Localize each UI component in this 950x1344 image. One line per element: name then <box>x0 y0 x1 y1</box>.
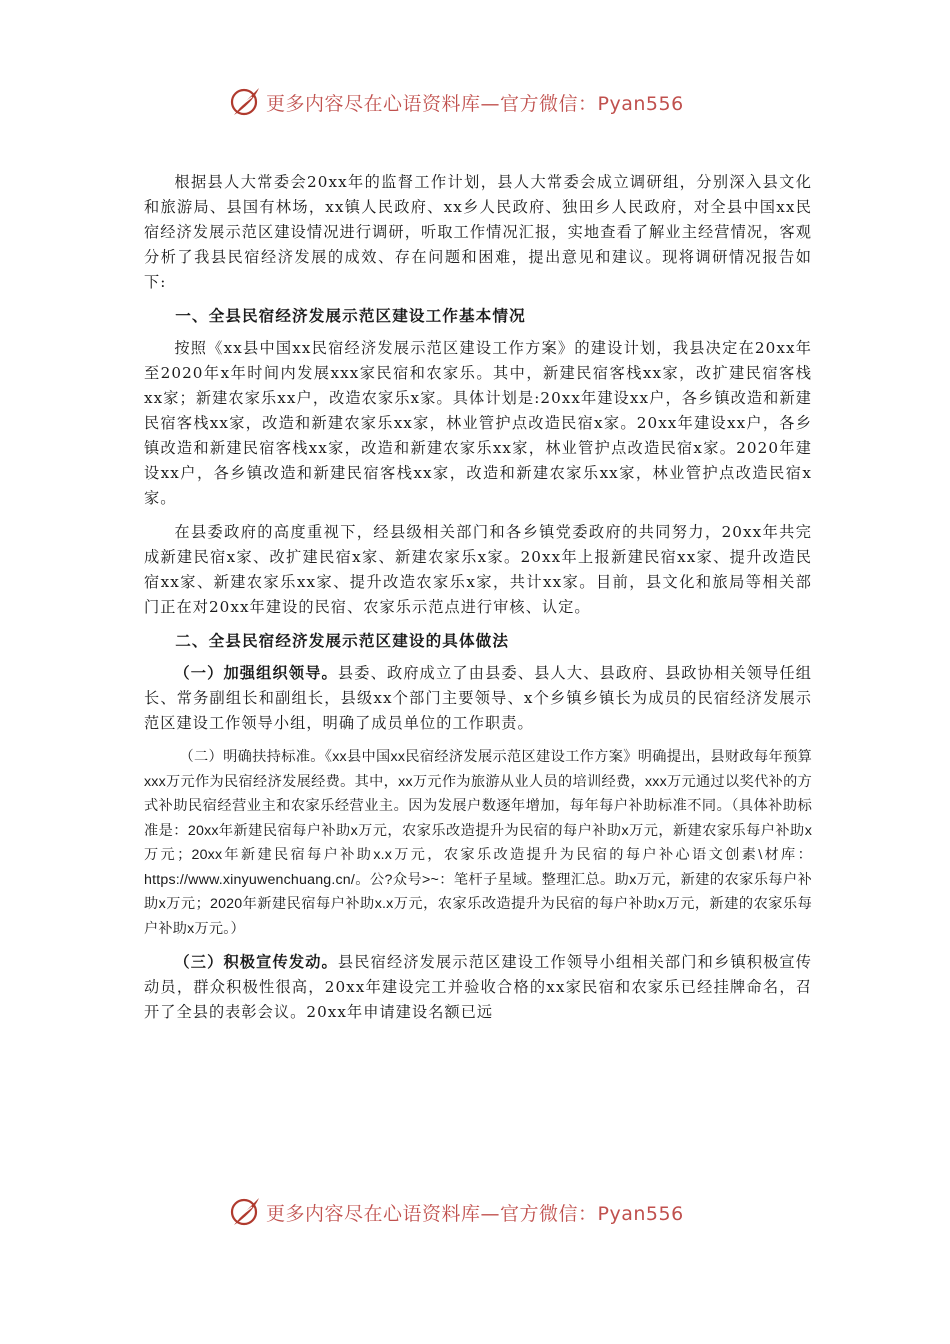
subheading-organization: （一）加强组织领导。 <box>174 664 338 682</box>
header-banner <box>228 82 728 122</box>
paragraph-plan: 按照《xx县中国xx民宿经济发展示范区建设工作方案》的建设计划，我县决定在20xx年至2020年x年时间内发展xxx家民宿和农家乐。其中，新建民宿客栈xx家，改扩建民宿客栈xx家；新建农家乐xx户，改造农家乐x家。具体计划是:20xx年建设xx户，各乡镇改造和新建民宿客栈xx家，改造和新建农家乐xx家，林业管护点改造民宿x家。20xx年建设xx户，各乡镇改造和新建民宿客栈xx家，改造和新建农家乐xx家，林业管护点改造民宿x家。2020年建设xx户，各乡镇改造和新建民宿客栈xx家，改造和新建农家乐xx家，林业管护点改造民宿x家。 <box>144 339 812 507</box>
quill-logo-icon <box>228 1195 262 1229</box>
intro-paragraph: 根据县人大常委会20xx年的监督工作计划，县人大常委会成立调研组，分别深入县文化和旅游局、县国有林场，xx镇人民政府、xx乡人民政府、独田乡人民政府，对全县中国xx民宿经济发展示范区建设情况进行调研，听取工作情况汇报，实地查看了解业主经营情况，客观分析了我县民宿经济发展的成效、存在问题和困难，提出意见和建议。现将调研情况报告如下: <box>144 173 812 291</box>
quill-logo-icon <box>228 85 262 119</box>
paragraph-progress: 在县委政府的高度重视下，经县级相关部门和各乡镇党委政府的共同努力，20xx年共完成新建民宿x家、改扩建民宿x家、新建农家乐x家。20xx年上报新建民宿xx家、提升改造民宿xx家、新建农家乐xx家、提升改造农家乐x家，共计xx家。目前，县文化和旅局等相关部门正在对20xx年建设的民宿、农家乐示范点进行审核、认定。 <box>144 523 812 616</box>
publicity-text: 县民宿经济发展示范区建设工作领导小组相关部门和乡镇积极宣传动员，群众积极性很高，20xx年建设完工并验收合格的xx家民宿和农家乐已经挂牌命名，召开了全县的表彰会议。20xx年申请建设名额已远 <box>144 953 813 1021</box>
paragraph-subsidy: （二）明确扶持标准。《xx县中国xx民宿经济发展示范区建设工作方案》明确提出，县财政每年预算xxx万元作为民宿经济发展经费。其中，xx万元作为旅游从业人员的培训经费，xxx万元通过以奖代补的方式补助民宿经营业主和农家乐经营业主。因为发展户数逐年增加，每年每户补助标准不同。（具体补助标准是：20xx年新建民宿每户补助x万元，农家乐改造提升为民宿的每户补助x万元，新建农家乐每户补助x万元；20xx年新建民宿每户补助x.x万元，农家乐改造提升为民宿的每户补心语文创素\材库：https://www.xinyuwenchuang.cn/。公?众号>~：笔杆子星域。整理汇总。助x万元，新建的农家乐每户补助x万元；2020年新建民宿每户补助x.x万元，农家乐改造提升为民宿的每户补助x万元，新建的农家乐每户补助x万元。） <box>144 749 812 937</box>
paragraph-organization <box>144 661 812 736</box>
document-body <box>144 170 812 1025</box>
organization-text: 县委、政府成立了由县委、县人大、县政府、县政协相关领导任组长、常务副组长和副组长，县级xx个部门主要领导、x个乡镇乡镇长为成员的民宿经济发展示范区建设工作领导小组，明确了成员单位的工作职责。 <box>144 664 813 732</box>
footer-banner-text: 更多内容尽在心语资料库—官方微信：Pyan556 <box>266 1202 684 1225</box>
footer-banner <box>228 1192 728 1232</box>
section-heading-2: 二、全县民宿经济发展示范区建设的具体做法 <box>175 631 510 650</box>
section-heading-1: 一、全县民宿经济发展示范区建设工作基本情况 <box>175 306 526 325</box>
subheading-publicity: （三）积极宣传发动。 <box>174 953 338 971</box>
paragraph-publicity <box>144 950 812 1025</box>
header-banner-text: 更多内容尽在心语资料库—官方微信：Pyan556 <box>266 92 684 115</box>
